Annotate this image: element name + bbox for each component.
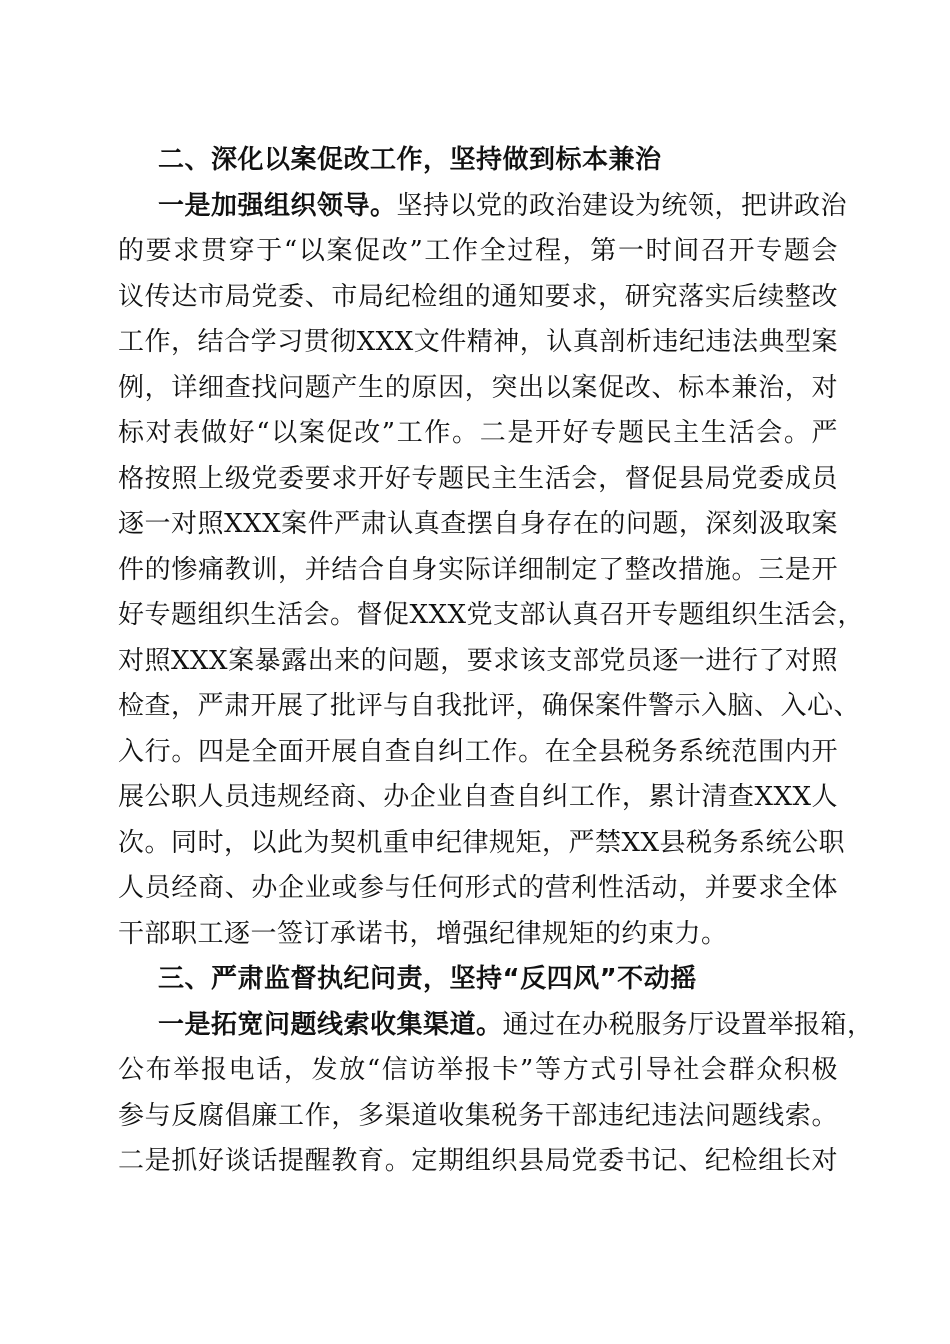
paragraph-text: 坚持以党的政治建设为统领，把讲政治 <box>396 190 848 221</box>
paragraph-line: 入行。四是全面开展自查自纠工作。在全县税务系统范围内开 <box>118 736 838 767</box>
paragraph-line: 好专题组织生活会。督促XXX党支部认真召开专题组织生活会， <box>118 600 865 630</box>
paragraph-line: 干部职工逐一签订承诺书，增强纪律规矩的约束力。 <box>118 918 728 949</box>
paragraph-text: 通过在办税服务厅设置举报箱， <box>502 1009 874 1040</box>
paragraph-line: 工作，结合学习贯彻XXX文件精神，认真剖析违纪违法典型案 <box>118 327 838 357</box>
paragraph-line: 对照XXX案暴露出来的问题，要求该支部党员逐一进行了对照 <box>118 645 838 676</box>
paragraph-lead: 一是拓宽问题线索收集渠道。 <box>158 1009 503 1040</box>
document-body <box>118 138 874 1185</box>
paragraph-line: 展公职人员违规经商、办企业自查自纠工作，累计清查XXX人 <box>118 782 838 812</box>
paragraph-line: 例，详细查找问题产生的原因，突出以案促改、标本兼治，对 <box>118 372 838 403</box>
paragraph-line: 参与反腐倡廉工作，多渠道收集税务干部违纪违法问题线索。 <box>118 1100 838 1131</box>
paragraph-line: 检查，严肃开展了批评与自我批评，确保案件警示入脑、入心、 <box>118 691 861 721</box>
paragraph-line <box>118 184 848 230</box>
paragraph-line: 逐一对照XXX案件严肃认真查摆自身存在的问题，深刻汲取案 <box>118 509 838 539</box>
paragraph-line: 二是抓好谈话提醒教育。定期组织县局党委书记、纪检组长对 <box>118 1146 838 1176</box>
section-heading: 三、严肃监督执纪问责，坚持“反四风”不动摇 <box>158 964 697 994</box>
section-heading: 二、深化以案促改工作，坚持做到标本兼治 <box>158 145 662 175</box>
paragraph-line: 公布举报电话，发放“信访举报卡”等方式引导社会群众积极 <box>118 1055 838 1085</box>
paragraph-lead: 一是加强组织领导。 <box>158 190 397 221</box>
paragraph-line: 件的惨痛教训，并结合自身实际详细制定了整改措施。三是开 <box>118 554 838 585</box>
paragraph-line: 议传达市局党委、市局纪检组的通知要求，研究落实后续整改 <box>118 281 838 312</box>
paragraph-line: 标对表做好“以案促改”工作。二是开好专题民主生活会。严 <box>118 418 838 448</box>
paragraph-line: 的要求贯穿于“以案促改”工作全过程，第一时间召开专题会 <box>118 236 838 266</box>
paragraph-line: 格按照上级党委要求开好专题民主生活会，督促县局党委成员 <box>118 463 838 494</box>
paragraph-line <box>118 1003 874 1049</box>
paragraph-line: 次。同时，以此为契机重申纪律规矩，严禁XX县税务系统公职 <box>118 827 846 858</box>
paragraph-line: 人员经商、办企业或参与任何形式的营利性活动，并要求全体 <box>118 873 838 903</box>
